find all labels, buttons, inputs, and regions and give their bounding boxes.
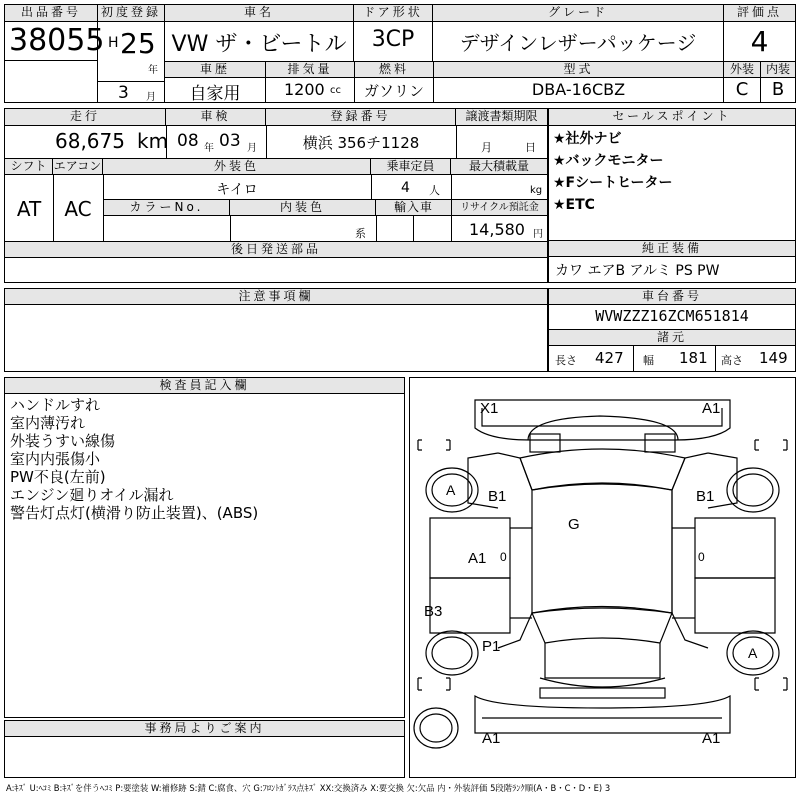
- ext-box: [723, 61, 761, 103]
- model-box: [433, 61, 724, 103]
- int-value: B: [771, 79, 785, 100]
- capacity-value: 4: [401, 180, 410, 196]
- office-box: [4, 720, 405, 778]
- ext-label: 外装: [724, 62, 760, 78]
- intcolor-label: 内装色: [230, 200, 376, 216]
- lot-box: [4, 4, 105, 61]
- inspector-box: [4, 377, 405, 718]
- grade-box: [432, 4, 724, 62]
- remark-line: 室内薄汚れ: [10, 414, 86, 432]
- model-label: 型式: [434, 62, 723, 78]
- model-value: DBA-16CBZ: [531, 80, 626, 99]
- transfer-label: 譲渡書類期限: [456, 109, 547, 126]
- recycle-label: リサイクル預託金: [451, 200, 547, 216]
- year-unit: 年: [148, 65, 158, 76]
- mark-b1-right: B1: [696, 488, 715, 505]
- history-value: 自家用: [189, 84, 241, 104]
- int-box: [760, 61, 796, 103]
- inspect-month: 03: [219, 131, 241, 151]
- later-parts-label: 後日発送部品: [5, 242, 547, 258]
- office-label: 事務局よりご案内: [5, 721, 404, 737]
- transfer-month: 月: [481, 141, 492, 154]
- mileage-label: 走行: [5, 109, 166, 126]
- mark-x1-front-left: X1: [480, 400, 499, 417]
- wid-value: 181: [679, 349, 708, 367]
- dims-label: 諸元: [549, 330, 795, 346]
- mark-a1-rear-right: A1: [702, 730, 721, 747]
- car-name: VW ザ・ビートル: [171, 32, 347, 57]
- inspector-label: 検査員記入欄: [5, 378, 404, 394]
- len-value: 427: [595, 349, 624, 367]
- load-unit: kg: [530, 185, 543, 196]
- inspect-label: 車検: [166, 109, 266, 126]
- sales-item: ★バックモニター: [553, 153, 664, 169]
- mark-a1-rear-left: A1: [482, 730, 501, 747]
- sales-box: [548, 108, 796, 241]
- month-unit: 月: [146, 92, 156, 103]
- colorno-label: カラーNo.: [104, 200, 230, 216]
- reg-value: 横浜 356チ1128: [302, 134, 420, 152]
- mark-zero-left: 0: [500, 550, 507, 564]
- damage-legend: A:ｷｽﾞ U:ﾍｺﾐ B:ｷｽﾞを伴うﾍｺﾐ P:要塗装 W:補修跡 S:錆 C:腐食、穴 G:ﾌﾛﾝﾄｶﾞﾗｽ点ｷｽﾞ XX:交換済み X:要交換 欠:欠品 内・外装評価 5段階ﾗﾝｸ順(A・B・C・D・E) 3: [6, 783, 611, 793]
- inspect-year: 08: [177, 131, 199, 151]
- hgt-label: 高さ: [721, 354, 743, 367]
- damage-diagram: [409, 377, 796, 778]
- score-value: 4: [750, 25, 769, 58]
- score-label: 評価点: [724, 5, 795, 22]
- equip-box: [548, 240, 796, 283]
- remark-line: PW不良(左前): [10, 468, 106, 486]
- mileage-value: 68,675: [55, 129, 125, 153]
- mark-b3-left-rear: B3: [424, 603, 443, 620]
- ac-label: エアコン: [53, 159, 102, 173]
- fuel-label: 燃料: [355, 62, 433, 78]
- mark-zero-right: 0: [698, 550, 705, 564]
- hgt-value: 149: [759, 349, 788, 367]
- mark-a-rear-right-wheel: A: [748, 645, 758, 661]
- ac-value: AC: [64, 197, 92, 221]
- color-value: キイロ: [216, 182, 258, 198]
- fuel-box: [354, 61, 434, 103]
- disp-box: [265, 61, 355, 103]
- reg-label: 登録番号: [266, 109, 456, 126]
- inspect-year-unit: 年: [204, 143, 214, 154]
- lot-label: 出品番号: [5, 5, 97, 22]
- sales-label: セールスポイント: [549, 109, 795, 126]
- grade-value: デザインレザーパッケージ: [459, 31, 697, 55]
- door-box: [353, 4, 433, 62]
- notes-label: 注意事項欄: [5, 289, 547, 305]
- mark-a-front-left-wheel: A: [446, 482, 456, 498]
- mark-g-windshield: G: [568, 516, 580, 533]
- remark-line: 外装うすい線傷: [10, 432, 116, 450]
- disp-unit: cc: [330, 85, 341, 96]
- len-label: 長さ: [555, 354, 577, 367]
- door-label: ドア形状: [354, 5, 432, 22]
- remark-line: エンジン廻りオイル漏れ: [10, 486, 174, 504]
- spec-block: [4, 108, 548, 283]
- name-box: [164, 4, 354, 62]
- chassis-value: WVWZZZ16ZCM651814: [595, 307, 749, 325]
- ext-value: C: [735, 79, 749, 100]
- name-label: 車名: [165, 5, 353, 22]
- remark-line: 室内内張傷小: [10, 450, 101, 468]
- color-label: 外装色: [103, 159, 371, 175]
- capacity-label: 乗車定員: [371, 159, 451, 175]
- load-label: 最大積載量: [451, 159, 547, 175]
- transfer-day: 日: [525, 141, 536, 154]
- mileage-unit: km: [137, 129, 169, 153]
- era: H: [108, 35, 119, 51]
- recycle-value: 14,580: [469, 220, 525, 239]
- history-label: 車歴: [165, 62, 265, 78]
- lot-blank: [4, 60, 98, 103]
- sales-item: ★Fシートヒーター: [553, 175, 673, 191]
- door-value: 3CP: [371, 27, 415, 52]
- sales-item: ★ETC: [553, 197, 595, 213]
- mark-p1-left-rear: P1: [482, 638, 501, 655]
- mark-a1-front-right: A1: [702, 400, 721, 417]
- score-box: [723, 4, 796, 62]
- sales-item: ★社外ナビ: [553, 131, 622, 147]
- first-reg-box: [97, 4, 165, 103]
- fuel-value: ガソリン: [363, 82, 424, 100]
- car-diagram-svg: [410, 378, 795, 777]
- int-label: 内装: [761, 62, 795, 78]
- intcolor-unit: 系: [355, 227, 366, 240]
- remark-line: ハンドルすれ: [10, 396, 101, 414]
- history-box: [164, 61, 266, 103]
- mark-b1-left: B1: [488, 488, 507, 505]
- disp-label: 排気量: [266, 62, 354, 78]
- chassis-box: [548, 288, 796, 372]
- lot-number: 38055: [9, 23, 105, 58]
- shift-label: シフト: [5, 159, 53, 175]
- wid-label: 幅: [643, 354, 654, 367]
- shift-value: AT: [16, 197, 42, 221]
- inspect-month-unit: 月: [247, 143, 257, 154]
- mark-a1-left-door: A1: [468, 550, 487, 567]
- capacity-unit: 人: [429, 184, 440, 197]
- remark-line: 警告灯点灯(横滑り防止装置)、(ABS): [10, 504, 259, 522]
- month: 3: [118, 83, 129, 103]
- equip-label: 純正装備: [549, 241, 795, 257]
- equip-value: カワ エアB アルミ PS PW: [555, 263, 720, 279]
- disp-value: 1200: [284, 80, 325, 99]
- first-reg-label: 初度登録: [98, 5, 164, 22]
- recycle-unit: 円: [533, 229, 543, 240]
- year: 25: [120, 27, 156, 60]
- chassis-label: 車台番号: [549, 289, 795, 305]
- grade-label: グレード: [433, 5, 723, 22]
- notes-box: [4, 288, 548, 372]
- import-label: 輸入車: [376, 200, 451, 216]
